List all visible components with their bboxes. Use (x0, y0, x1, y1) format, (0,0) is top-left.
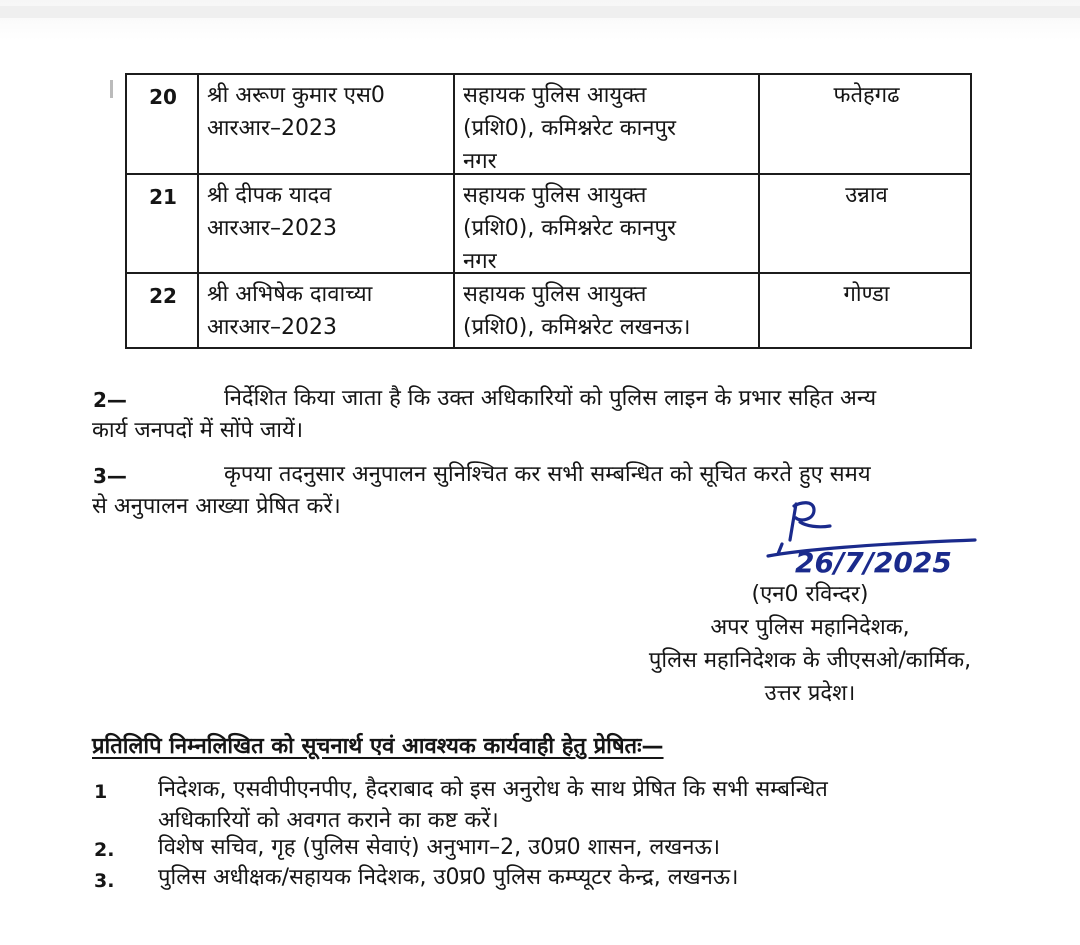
signatory-block (600, 578, 1020, 710)
signatory-designation: अपर पुलिस महानिदेशक, (710, 615, 910, 640)
paragraph-number: 3— (93, 464, 127, 488)
paragraph-2-line-2: कार्य जनपदों में सोंपे जायें। (92, 418, 304, 443)
posted-district: फतेहगढ (833, 83, 900, 108)
copy-item: निदेशक, एसवीपीएनपीए, हैदराबाद को इस अनुरोध के साथ प्रेषित कि सभी सम्बन्धित अधिकारियों को अवगत कराने का कष्ट करें। (158, 777, 828, 833)
copy-item-number: 1 (94, 781, 108, 803)
officer-transfer-table (125, 73, 972, 349)
paragraph-3-line-1: कृपया तदनुसार अनुपालन सुनिश्चित कर सभी सम्बन्धित को सूचित करते हुए समय (224, 462, 871, 487)
signature-date: 26/7/2025 (795, 546, 952, 579)
paragraph-number: 2— (93, 388, 127, 412)
copy-item: पुलिस अधीक्षक/सहायक निदेशक, उ0प्र0 पुलिस कम्प्यूटर केन्द्र, लखनऊ। (158, 865, 739, 890)
table-row (127, 274, 970, 347)
row-serial-number: 22 (149, 284, 177, 308)
officer-current-post: सहायक पुलिस आयुक्त (प्रशि0), कमिश्नरेट कानपुर नगर (463, 183, 677, 274)
signatory-office: पुलिस महानिदेशक के जीएसओ/कार्मिक, (648, 648, 972, 673)
page-margin-mark (110, 80, 113, 98)
officer-name: श्री अभिषेक दावाच्या आरआर–2023 (207, 282, 373, 340)
paragraph-2-line-1: निर्देशित किया जाता है कि उक्त अधिकारियों को पुलिस लाइन के प्रभार सहित अन्य (224, 386, 877, 411)
officer-current-post: सहायक पुलिस आयुक्त (प्रशि0), कमिश्नरेट कानपुर नगर (463, 83, 677, 174)
copy-to-heading: प्रतिलिपि निम्नलिखित को सूचनार्थ एवं आवश्यक कार्यवाही हेतु प्रेषितः— (92, 734, 664, 759)
officer-current-post: सहायक पुलिस आयुक्त (प्रशि0), कमिश्नरेट लखनऊ। (463, 282, 691, 340)
row-serial-number: 21 (149, 185, 177, 209)
posted-district: उन्नाव (845, 183, 888, 208)
copy-item: विशेष सचिव, गृह (पुलिस सेवाएं) अनुभाग–2, उ0प्र0 शासन, लखनऊ। (158, 835, 721, 860)
signatory-name: (एन0 रविन्दर) (751, 582, 869, 607)
copy-item-number: 3. (94, 870, 115, 892)
officer-name: श्री अरूण कुमार एस0 आरआर–2023 (207, 83, 385, 141)
officer-name: श्री दीपक यादव आरआर–2023 (207, 183, 337, 241)
table-row (127, 75, 970, 175)
copy-item-number: 2. (94, 839, 115, 861)
posted-district: गोण्डा (843, 282, 890, 307)
signatory-state: उत्तर प्रदेश। (764, 681, 856, 706)
table-row (127, 175, 970, 274)
row-serial-number: 20 (149, 85, 177, 109)
paragraph-3-line-2: से अनुपालन आख्या प्रेषित करें। (92, 494, 341, 519)
